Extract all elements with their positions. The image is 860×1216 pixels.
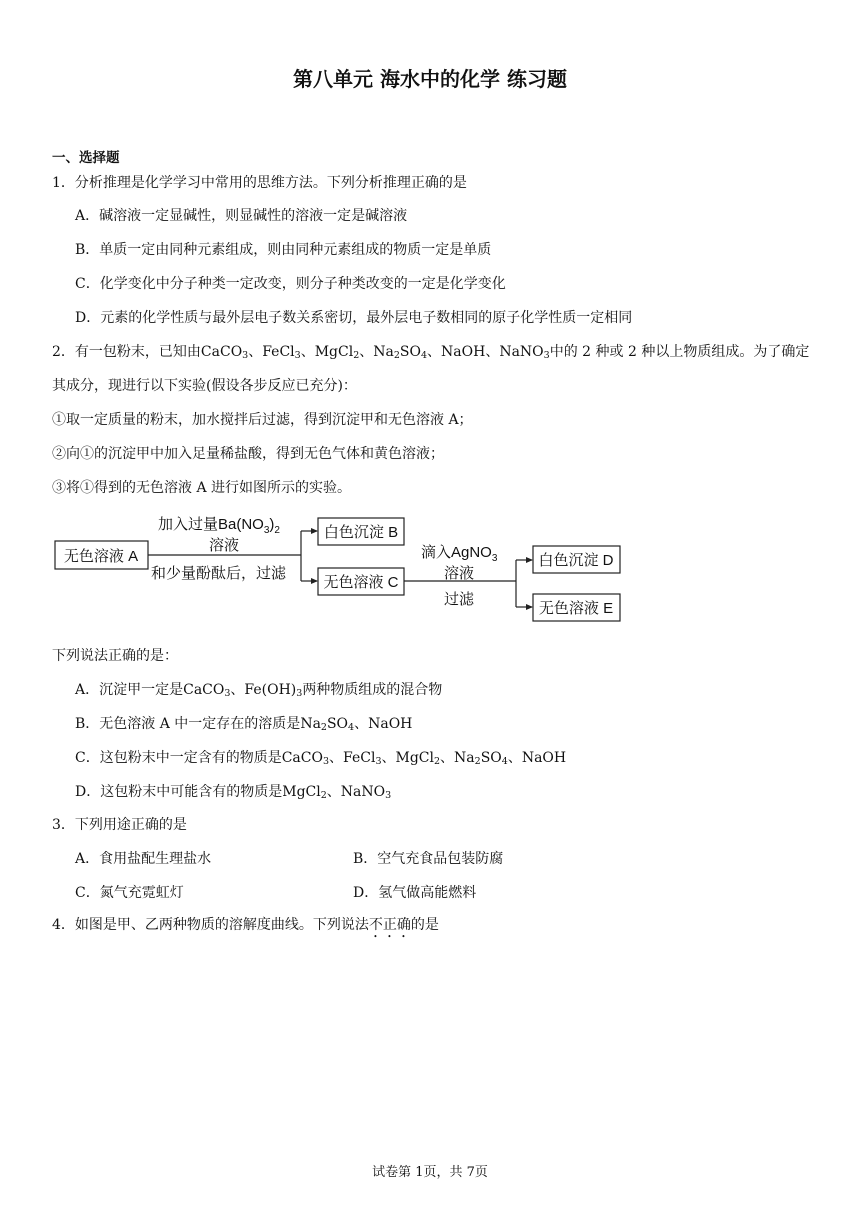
- q2-option-a: A．沉淀甲一定是CaCO$_3$、$Fe(OH)_3$两种物质组成的混合物: [75, 682, 443, 699]
- label-precipitate-d: 白色沉淀 D: [538, 552, 614, 569]
- reagent-1-line3: 和少量酚酞后，过滤: [151, 565, 287, 582]
- q1-option-c: C．化学变化中分子种类一定改变，则分子种类改变的一定是化学变化: [75, 276, 506, 292]
- q1-stem: 1．分析推理是化学学习中常用的思维方法。下列分析推理正确的是: [52, 175, 467, 191]
- q3-option-d: D．氢气做高能燃料: [353, 885, 477, 901]
- q1-option-d: D．元素的化学性质与最外层电子数关系密切，最外层电子数相同的原子化学性质一定相同: [75, 310, 633, 326]
- reagent-1-line1: 加入过量$Ba(NO_3)_2$: [158, 516, 280, 536]
- q2-step-2: ②向①的沉淀甲中加入足量稀盐酸，得到无色气体和黄色溶液；: [52, 446, 444, 462]
- label-solution-c: 无色溶液 C: [323, 574, 399, 591]
- reagent-2-line1: 滴入AgNO$_3$: [421, 544, 498, 564]
- q4-stem: 4．如图是甲、乙两种物质的溶解度曲线。下列说法不正确的是: [52, 917, 439, 933]
- experiment-flow-diagram: [54, 508, 628, 626]
- q1-option-b: B．单质一定由同种元素组成，则由同种元素组成的物质一定是单质: [75, 242, 492, 258]
- reagent-2-line3: 过滤: [443, 591, 475, 608]
- q2-step-1: ①取一定质量的粉末，加水搅拌后过滤，得到沉淀甲和无色溶液 A；: [52, 412, 473, 428]
- label-solution-e: 无色溶液 E: [538, 600, 614, 617]
- q3-option-c: C．氮气充霓虹灯: [75, 885, 184, 901]
- emphasis-text: 不正确: [368, 917, 411, 933]
- section-heading: 一、选择题: [52, 150, 120, 166]
- label-precipitate-b: 白色沉淀 B: [323, 524, 399, 541]
- q2-option-d: D．这包粉末中可能含有的物质是MgCl$_2$、NaNO$_3$: [75, 784, 392, 801]
- reagent-2-line2: 溶液: [443, 565, 475, 582]
- reagent-1-line2: 溶液: [208, 537, 240, 554]
- q1-option-a: A．碱溶液一定显碱性，则显碱性的溶液一定是碱溶液: [75, 208, 408, 224]
- q2-step-3: ③将①得到的无色溶液 A 进行如图所示的实验。: [52, 480, 352, 496]
- q3-option-a: A．食用盐配生理盐水: [75, 851, 212, 867]
- q2-stem-line2: 其成分，现进行以下实验(假设各步反应已充分)：: [52, 378, 357, 394]
- q2-option-b: B．无色溶液 A 中一定存在的溶质是$Na_2SO_4$、NaOH: [75, 716, 413, 733]
- q3-stem: 3．下列用途正确的是: [52, 817, 187, 833]
- q2-option-c: C．这包粉末中一定含有的物质是CaCO$_3$、FeCl$_3$、MgCl$_2$、$Na_2SO_4$、NaOH: [75, 750, 567, 767]
- page-title: 第八单元 海水中的化学 练习题: [293, 67, 567, 91]
- label-solution-a: 无色溶液 A: [63, 548, 139, 565]
- q2-stem-line1: 2．有一包粉末，已知由CaCO$_3$、FeCl$_3$、MgCl$_2$、$Na_2SO_4$、NaOH、NaNO$_3$中的 2 种或 2 种以上物质组成。为了确定: [52, 344, 810, 361]
- q3-option-b: B．空气充食品包装防腐: [353, 851, 504, 867]
- q2-prompt: 下列说法正确的是：: [52, 648, 178, 664]
- page-footer: 试卷第 1页，共 7页: [372, 1165, 488, 1180]
